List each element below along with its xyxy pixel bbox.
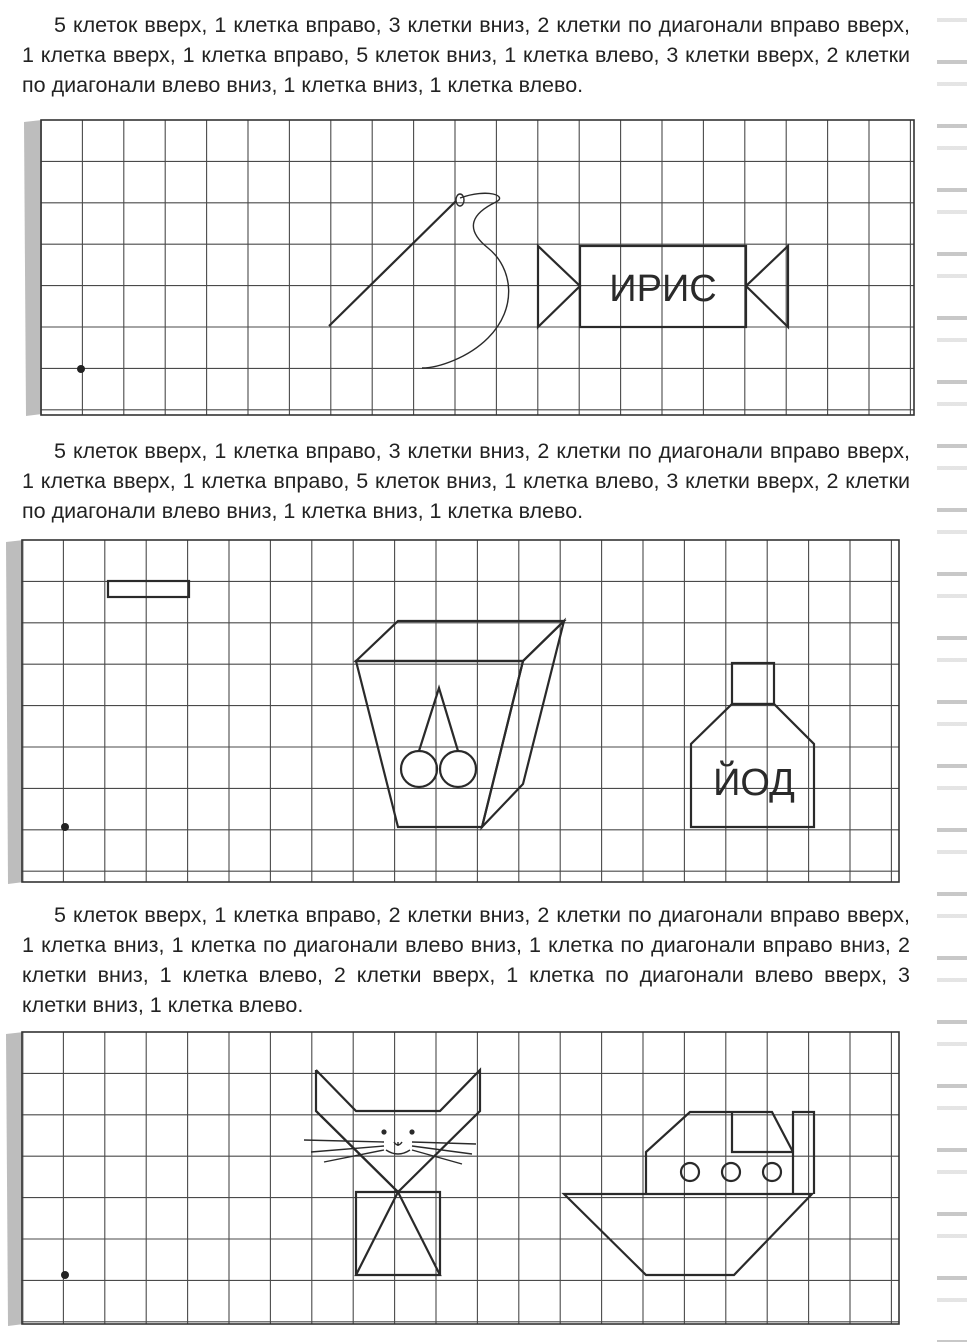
start-dot-2 xyxy=(61,823,69,831)
instruction-3 xyxy=(22,900,910,1020)
grid-2-lines xyxy=(22,540,899,882)
start-dot-1 xyxy=(77,365,85,373)
porthole-3 xyxy=(763,1163,781,1181)
small-rectangle xyxy=(108,581,189,597)
start-dot-3 xyxy=(61,1271,69,1279)
grid-panel-1-svg xyxy=(18,118,918,420)
cat-eye-left xyxy=(381,1129,386,1134)
instruction-2 xyxy=(22,436,910,526)
ship-funnel xyxy=(793,1112,814,1194)
instruction-1 xyxy=(22,10,910,100)
ship-bridge xyxy=(732,1112,793,1152)
iodine-bottle xyxy=(691,663,814,827)
grid-panel-3 xyxy=(6,1030,906,1330)
cat-mouth xyxy=(386,1150,410,1154)
cherry-stems xyxy=(419,688,458,751)
cat-eye-right xyxy=(409,1129,414,1134)
needle-and-thread xyxy=(329,193,509,368)
cat-head xyxy=(316,1070,480,1192)
candy-right-twist xyxy=(746,246,788,327)
bucket-side xyxy=(482,621,564,827)
grid-panel-1 xyxy=(18,118,918,420)
candy-label: ИРИС xyxy=(609,268,717,310)
cat-body-triangle xyxy=(356,1192,440,1275)
torn-page-edge xyxy=(937,0,967,1342)
cat-jaw-left xyxy=(316,1111,398,1192)
needle xyxy=(329,201,456,326)
grid-3-lines xyxy=(22,1032,899,1324)
porthole-2 xyxy=(722,1163,740,1181)
bottle-label: ЙОД xyxy=(713,762,795,804)
candy xyxy=(538,246,788,327)
cat-nose xyxy=(394,1142,402,1146)
cherry-right xyxy=(440,751,476,787)
grid-1-lines xyxy=(41,120,914,415)
grid-panel-3-svg xyxy=(6,1030,906,1330)
thread xyxy=(422,193,509,368)
instruction-1-text: 5 клеток вверх, 1 клетка вправо, 3 клетки вниз, 2 клетки по диагонали вправо вверх, 1 клетка вверх, 1 клетка вправо, 5 клеток вниз, 1 клетка влево, 3 клетки вверх, 2 клетки по диагонали влево вниз, 1 клетка вниз, 1 клетка влево. xyxy=(22,13,910,97)
bucket-with-cherries xyxy=(356,621,564,827)
cherry-left xyxy=(401,751,437,787)
cat-whiskers-left xyxy=(304,1140,384,1162)
grid-panel-2 xyxy=(6,538,906,888)
instruction-3-text: 5 клеток вверх, 1 клетка вправо, 2 клетки вниз, 2 клетки по диагонали вправо вверх, 1 клетка вниз, 1 клетка по диагонали влево вниз, 1 клетка по диагонали вправо вниз, 2 клетки вниз, 1 клетка влево, 2 клетки вверх, 1 клетка по диагонали влево вверх, 3 клетки вниз, 1 клетка влево. xyxy=(22,903,910,1017)
candy-left-twist xyxy=(538,246,580,327)
cat-figure xyxy=(304,1070,480,1275)
panel-1-shadow xyxy=(24,120,42,416)
grid-panel-2-svg xyxy=(6,538,906,888)
instruction-2-text: 5 клеток вверх, 1 клетка вправо, 3 клетки вниз, 2 клетки по диагонали вправо вверх, 1 клетка вверх, 1 клетка вправо, 5 клеток вниз, 1 клетка влево, 3 клетки вверх, 2 клетки по диагонали влево вниз, 1 клетка вниз, 1 клетка влево. xyxy=(22,439,910,523)
porthole-1 xyxy=(681,1163,699,1181)
bucket-top xyxy=(356,621,564,661)
needle-eye xyxy=(456,194,464,206)
grid-1-frame xyxy=(41,120,914,415)
